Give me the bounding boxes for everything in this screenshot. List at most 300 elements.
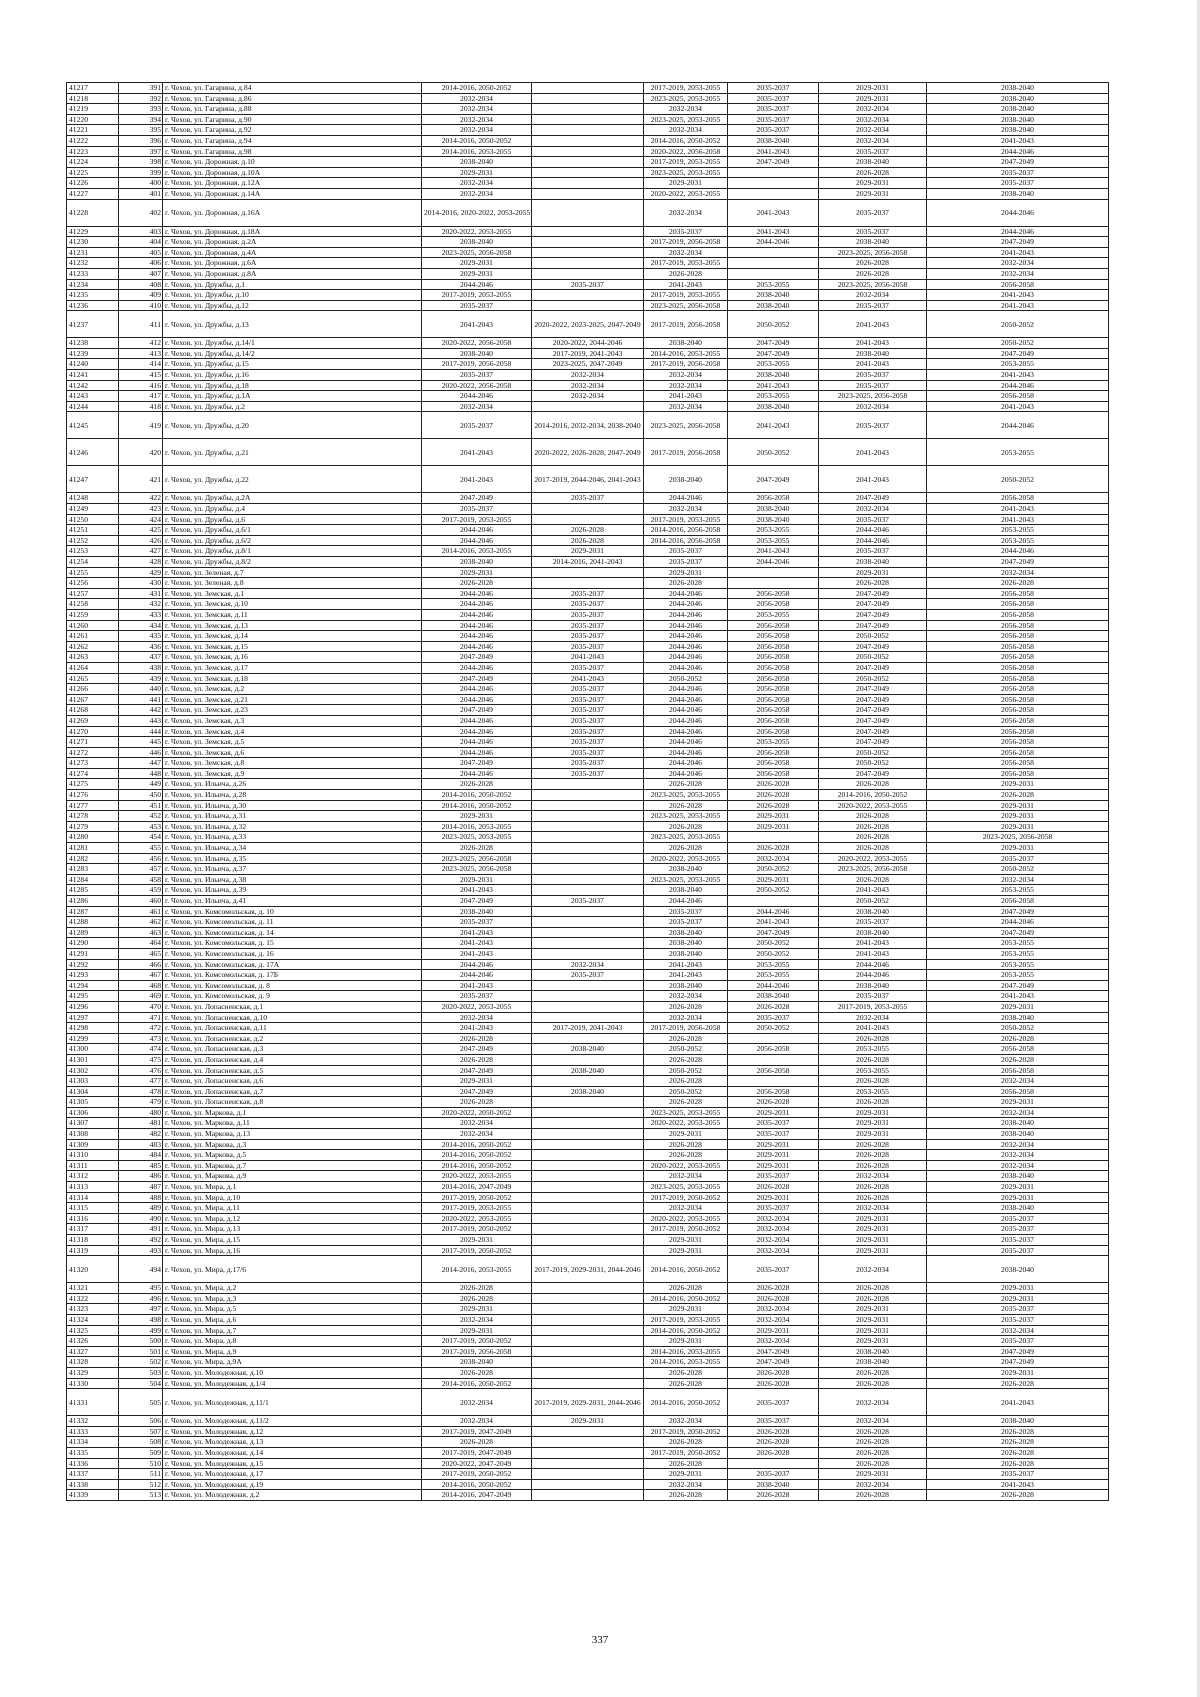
address-cell: г. Чехов, ул. Мира, д.16 [163, 1245, 422, 1256]
address-cell: г. Чехов, ул. Дружбы, д.2 [163, 401, 422, 412]
row-id-cell: 41264 [67, 662, 119, 673]
row-id-cell: 41319 [67, 1245, 119, 1256]
address-cell: г. Чехов, ул. Дружбы, д.14/1 [163, 338, 422, 349]
period-6-cell: 2044-2046 [927, 917, 1109, 928]
row-id-cell: 41271 [67, 737, 119, 748]
item-number-cell: 497 [119, 1304, 163, 1315]
item-number-cell: 484 [119, 1150, 163, 1161]
address-cell: г. Чехов, ул. Маркова, д.3 [163, 1139, 422, 1150]
row-id-cell: 41307 [67, 1118, 119, 1129]
schedule-table [66, 82, 1109, 1501]
period-6-cell: 2032-2034 [927, 567, 1109, 578]
row-id-cell: 41262 [67, 641, 119, 652]
address-cell: г. Чехов, ул. Дорожная, д.4А [163, 247, 422, 258]
row-id-cell: 41232 [67, 258, 119, 269]
period-3-cell: 2014-2016, 2056-2058 [644, 535, 728, 546]
table-row [67, 1479, 1109, 1490]
period-6-cell: 2032-2034 [927, 874, 1109, 885]
period-3-cell: 2026-2028 [644, 800, 728, 811]
table-row [67, 917, 1109, 928]
period-3-cell: 2032-2034 [644, 1416, 728, 1427]
period-4-cell: 2053-2055 [728, 959, 819, 970]
period-4-cell: 2026-2028 [728, 790, 819, 801]
item-number-cell: 420 [119, 439, 163, 466]
address-cell: г. Чехов, ул. Дружбы, д.10 [163, 290, 422, 301]
row-id-cell: 41278 [67, 811, 119, 822]
period-6-cell: 2050-2052 [927, 466, 1109, 493]
table-row [67, 790, 1109, 801]
period-4-cell: 2035-2037 [728, 1171, 819, 1182]
period-6-cell: 2056-2058 [927, 1065, 1109, 1076]
table-row [67, 906, 1109, 917]
period-6-cell: 2056-2058 [927, 896, 1109, 907]
period-3-cell: 2026-2028 [644, 843, 728, 854]
item-number-cell: 482 [119, 1129, 163, 1140]
period-4-cell: 2032-2034 [728, 1245, 819, 1256]
period-3-cell: 2041-2043 [644, 391, 728, 402]
table-row [67, 1437, 1109, 1448]
item-number-cell: 411 [119, 311, 163, 338]
period-3-cell: 2029-2031 [644, 1469, 728, 1480]
period-6-cell: 2041-2043 [927, 290, 1109, 301]
item-number-cell: 513 [119, 1490, 163, 1501]
period-1-cell: 2044-2046 [422, 747, 532, 758]
row-id-cell: 41337 [67, 1469, 119, 1480]
period-1-cell: 2035-2037 [422, 300, 532, 311]
table-row [67, 493, 1109, 504]
period-2-cell: 2035-2037 [532, 588, 644, 599]
period-2-cell [532, 1171, 644, 1182]
period-4-cell: 2056-2058 [728, 641, 819, 652]
address-cell: г. Чехов, ул. Дорожная, д.16А [163, 199, 422, 226]
period-4-cell [728, 1076, 819, 1087]
period-5-cell: 2044-2046 [819, 535, 927, 546]
period-5-cell: 2047-2049 [819, 620, 927, 631]
page-number: 337 [591, 1634, 609, 1646]
period-2-cell [532, 1293, 644, 1304]
item-number-cell: 397 [119, 146, 163, 157]
period-4-cell: 2029-2031 [728, 1160, 819, 1171]
period-1-cell: 2035-2037 [422, 370, 532, 381]
item-number-cell: 460 [119, 896, 163, 907]
period-3-cell: 2044-2046 [644, 747, 728, 758]
row-id-cell: 41314 [67, 1192, 119, 1203]
period-6-cell: 2056-2058 [927, 758, 1109, 769]
period-6-cell: 2056-2058 [927, 694, 1109, 705]
period-3-cell: 2020-2022, 2053-2055 [644, 853, 728, 864]
period-1-cell: 2026-2028 [422, 1033, 532, 1044]
period-2-cell [532, 1346, 644, 1357]
period-3-cell: 2050-2052 [644, 1086, 728, 1097]
address-cell: г. Чехов, ул. Дорожная, д.8А [163, 268, 422, 279]
period-3-cell: 2041-2043 [644, 959, 728, 970]
item-number-cell: 494 [119, 1256, 163, 1283]
period-5-cell: 2026-2028 [819, 1076, 927, 1087]
item-number-cell: 429 [119, 567, 163, 578]
period-1-cell: 2038-2040 [422, 906, 532, 917]
period-3-cell: 2044-2046 [644, 896, 728, 907]
period-6-cell: 2056-2058 [927, 1086, 1109, 1097]
item-number-cell: 467 [119, 970, 163, 981]
table-row [67, 135, 1109, 146]
period-5-cell: 2026-2028 [819, 1426, 927, 1437]
address-cell: г. Чехов, ул. Маркова, д.9 [163, 1171, 422, 1182]
period-5-cell: 2029-2031 [819, 83, 927, 94]
period-6-cell: 2035-2037 [927, 1213, 1109, 1224]
address-cell: г. Чехов, ул. Дружбы, д.2А [163, 493, 422, 504]
period-6-cell: 2044-2046 [927, 412, 1109, 439]
period-1-cell: 2032-2034 [422, 1129, 532, 1140]
period-3-cell: 2017-2019, 2056-2058 [644, 237, 728, 248]
table-row [67, 694, 1109, 705]
table-row [67, 146, 1109, 157]
row-id-cell: 41334 [67, 1437, 119, 1448]
period-6-cell: 2035-2037 [927, 1336, 1109, 1347]
row-id-cell: 41253 [67, 546, 119, 557]
row-id-cell: 41317 [67, 1224, 119, 1235]
row-id-cell: 41236 [67, 300, 119, 311]
address-cell: г. Чехов, ул. Земская, д.1 [163, 588, 422, 599]
period-6-cell: 2056-2058 [927, 391, 1109, 402]
period-3-cell: 2017-2019, 2056-2058 [644, 439, 728, 466]
period-1-cell: 2014-2016, 2050-2052 [422, 1160, 532, 1171]
period-2-cell [532, 247, 644, 258]
period-5-cell: 2047-2049 [819, 768, 927, 779]
address-cell: г. Чехов, ул. Маркова, д.11 [163, 1118, 422, 1129]
period-2-cell: 2035-2037 [532, 631, 644, 642]
item-number-cell: 472 [119, 1023, 163, 1034]
period-1-cell: 2044-2046 [422, 609, 532, 620]
period-6-cell: 2047-2049 [927, 1357, 1109, 1368]
period-2-cell [532, 948, 644, 959]
period-3-cell: 2026-2028 [644, 1458, 728, 1469]
item-number-cell: 486 [119, 1171, 163, 1182]
period-4-cell: 2050-2052 [728, 864, 819, 875]
period-4-cell: 2035-2037 [728, 93, 819, 104]
period-5-cell: 2029-2031 [819, 93, 927, 104]
period-5-cell: 2026-2028 [819, 1139, 927, 1150]
item-number-cell: 406 [119, 258, 163, 269]
item-number-cell: 409 [119, 290, 163, 301]
item-number-cell: 440 [119, 684, 163, 695]
period-5-cell: 2026-2028 [819, 1054, 927, 1065]
period-3-cell: 2044-2046 [644, 758, 728, 769]
row-id-cell: 41218 [67, 93, 119, 104]
table-row [67, 1389, 1109, 1416]
period-4-cell [728, 567, 819, 578]
row-id-cell: 41240 [67, 359, 119, 370]
period-2-cell [532, 1107, 644, 1118]
item-number-cell: 501 [119, 1346, 163, 1357]
row-id-cell: 41291 [67, 948, 119, 959]
period-6-cell: 2023-2025, 2056-2058 [927, 832, 1109, 843]
period-6-cell: 2032-2034 [927, 1076, 1109, 1087]
address-cell: г. Чехов, ул. Мира, д.9 [163, 1346, 422, 1357]
period-2-cell [532, 1245, 644, 1256]
period-1-cell: 2044-2046 [422, 599, 532, 610]
period-2-cell [532, 1129, 644, 1140]
item-number-cell: 439 [119, 673, 163, 684]
period-4-cell [728, 167, 819, 178]
period-3-cell: 2023-2025, 2053-2055 [644, 832, 728, 843]
address-cell: г. Чехов, ул. Земская, д.10 [163, 599, 422, 610]
period-6-cell: 2047-2049 [927, 1346, 1109, 1357]
period-3-cell: 2023-2025, 2053-2055 [644, 93, 728, 104]
period-5-cell: 2029-2031 [819, 178, 927, 189]
address-cell: г. Чехов, ул. Мира, д.7 [163, 1325, 422, 1336]
period-2-cell [532, 199, 644, 226]
period-6-cell: 2041-2043 [927, 514, 1109, 525]
period-6-cell: 2032-2034 [927, 268, 1109, 279]
period-4-cell: 2035-2037 [728, 1256, 819, 1283]
row-id-cell: 41332 [67, 1416, 119, 1427]
period-6-cell: 2056-2058 [927, 715, 1109, 726]
period-3-cell: 2023-2025, 2053-2055 [644, 790, 728, 801]
period-6-cell: 2035-2037 [927, 167, 1109, 178]
period-5-cell: 2038-2040 [819, 1357, 927, 1368]
period-3-cell: 2029-2031 [644, 1129, 728, 1140]
period-3-cell: 2032-2034 [644, 199, 728, 226]
address-cell: г. Чехов, ул. Дружбы, д.16 [163, 370, 422, 381]
item-number-cell: 403 [119, 226, 163, 237]
table-row [67, 504, 1109, 515]
address-cell: г. Чехов, ул. Земская, д.15 [163, 641, 422, 652]
period-6-cell: 2026-2028 [927, 1458, 1109, 1469]
period-6-cell: 2044-2046 [927, 199, 1109, 226]
address-cell: г. Чехов, ул. Молодежная, д.1/4 [163, 1378, 422, 1389]
period-3-cell: 2023-2025, 2053-2055 [644, 114, 728, 125]
period-5-cell: 2029-2031 [819, 1213, 927, 1224]
item-number-cell: 408 [119, 279, 163, 290]
period-6-cell: 2050-2052 [927, 338, 1109, 349]
period-2-cell: 2041-2043 [532, 673, 644, 684]
period-2-cell [532, 157, 644, 168]
item-number-cell: 415 [119, 370, 163, 381]
table-row [67, 758, 1109, 769]
item-number-cell: 454 [119, 832, 163, 843]
period-4-cell: 2026-2028 [728, 843, 819, 854]
period-1-cell: 2047-2049 [422, 1044, 532, 1055]
period-1-cell: 2026-2028 [422, 1097, 532, 1108]
item-number-cell: 505 [119, 1389, 163, 1416]
row-id-cell: 41260 [67, 620, 119, 631]
period-4-cell: 2047-2049 [728, 348, 819, 359]
period-5-cell: 2026-2028 [819, 167, 927, 178]
address-cell: г. Чехов, ул. Дружбы, д.8/2 [163, 557, 422, 568]
address-cell: г. Чехов, ул. Земская, д.17 [163, 662, 422, 673]
period-4-cell [728, 268, 819, 279]
period-1-cell: 2041-2043 [422, 311, 532, 338]
period-2-cell [532, 906, 644, 917]
period-3-cell: 2020-2022, 2053-2055 [644, 188, 728, 199]
item-number-cell: 398 [119, 157, 163, 168]
period-2-cell [532, 146, 644, 157]
period-1-cell: 2014-2016, 2020-2022, 2053-2055 [422, 199, 532, 226]
period-6-cell: 2026-2028 [927, 1490, 1109, 1501]
period-3-cell: 2044-2046 [644, 705, 728, 716]
period-2-cell [532, 800, 644, 811]
period-4-cell: 2026-2028 [728, 800, 819, 811]
period-5-cell: 2038-2040 [819, 557, 927, 568]
period-5-cell: 2035-2037 [819, 514, 927, 525]
item-number-cell: 407 [119, 268, 163, 279]
row-id-cell: 41313 [67, 1182, 119, 1193]
item-number-cell: 470 [119, 1001, 163, 1012]
period-1-cell: 2038-2040 [422, 157, 532, 168]
period-4-cell: 2056-2058 [728, 705, 819, 716]
period-5-cell: 2050-2052 [819, 747, 927, 758]
period-1-cell: 2017-2019, 2047-2049 [422, 1447, 532, 1458]
period-1-cell: 2038-2040 [422, 557, 532, 568]
period-5-cell: 2032-2034 [819, 104, 927, 115]
table-row [67, 853, 1109, 864]
row-id-cell: 41312 [67, 1171, 119, 1182]
period-5-cell: 2029-2031 [819, 1314, 927, 1325]
period-1-cell: 2020-2022, 2053-2055 [422, 1001, 532, 1012]
row-id-cell: 41224 [67, 157, 119, 168]
period-6-cell: 2056-2058 [927, 609, 1109, 620]
period-4-cell: 2041-2043 [728, 546, 819, 557]
period-6-cell: 2056-2058 [927, 641, 1109, 652]
period-5-cell: 2041-2043 [819, 439, 927, 466]
table-row [67, 1490, 1109, 1501]
address-cell: г. Чехов, ул. Молодежная, д.13 [163, 1437, 422, 1448]
period-5-cell: 2038-2040 [819, 1346, 927, 1357]
period-1-cell: 2041-2043 [422, 439, 532, 466]
period-1-cell: 2032-2034 [422, 114, 532, 125]
period-1-cell: 2044-2046 [422, 535, 532, 546]
period-2-cell: 2038-2040 [532, 1065, 644, 1076]
address-cell: г. Чехов, ул. Дружбы, д.6 [163, 514, 422, 525]
period-6-cell: 2029-2031 [927, 779, 1109, 790]
period-5-cell: 2026-2028 [819, 1160, 927, 1171]
address-cell: г. Чехов, ул. Молодежная, д.14 [163, 1447, 422, 1458]
address-cell: г. Чехов, ул. Мира, д.9А [163, 1357, 422, 1368]
period-2-cell: 2017-2019, 2041-2043 [532, 348, 644, 359]
table-row [67, 1171, 1109, 1182]
table-row [67, 226, 1109, 237]
item-number-cell: 504 [119, 1378, 163, 1389]
period-6-cell: 2056-2058 [927, 673, 1109, 684]
item-number-cell: 456 [119, 853, 163, 864]
period-3-cell: 2017-2019, 2050-2052 [644, 1224, 728, 1235]
row-id-cell: 41246 [67, 439, 119, 466]
period-6-cell: 2038-2040 [927, 104, 1109, 115]
period-4-cell: 2029-2031 [728, 1150, 819, 1161]
address-cell: г. Чехов, ул. Земская, д.14 [163, 631, 422, 642]
address-cell: г. Чехов, ул. Молодежная, д.12 [163, 1426, 422, 1437]
address-cell: г. Чехов, ул. Маркова, д.5 [163, 1150, 422, 1161]
period-2-cell: 2035-2037 [532, 620, 644, 631]
period-5-cell: 2035-2037 [819, 146, 927, 157]
table-row [67, 705, 1109, 716]
period-4-cell: 2032-2034 [728, 1213, 819, 1224]
address-cell: г. Чехов, ул. Комсомольская, д. 16 [163, 948, 422, 959]
table-row [67, 832, 1109, 843]
row-id-cell: 41255 [67, 567, 119, 578]
table-row [67, 557, 1109, 568]
period-5-cell: 2038-2040 [819, 906, 927, 917]
address-cell: г. Чехов, ул. Земская, д.6 [163, 747, 422, 758]
period-1-cell: 2038-2040 [422, 348, 532, 359]
period-2-cell: 2035-2037 [532, 705, 644, 716]
period-5-cell: 2026-2028 [819, 874, 927, 885]
period-4-cell: 2053-2055 [728, 737, 819, 748]
period-2-cell [532, 1160, 644, 1171]
period-2-cell: 2035-2037 [532, 970, 644, 981]
period-2-cell [532, 1235, 644, 1246]
period-6-cell: 2038-2040 [927, 1129, 1109, 1140]
item-number-cell: 392 [119, 93, 163, 104]
period-4-cell: 2035-2037 [728, 1416, 819, 1427]
period-3-cell: 2014-2016, 2050-2052 [644, 1256, 728, 1283]
table-row [67, 726, 1109, 737]
period-2-cell [532, 93, 644, 104]
item-number-cell: 428 [119, 557, 163, 568]
period-6-cell: 2053-2055 [927, 885, 1109, 896]
row-id-cell: 41235 [67, 290, 119, 301]
row-id-cell: 41293 [67, 970, 119, 981]
period-6-cell: 2029-2031 [927, 1182, 1109, 1193]
table-row [67, 1325, 1109, 1336]
row-id-cell: 41285 [67, 885, 119, 896]
row-id-cell: 41328 [67, 1357, 119, 1368]
period-4-cell: 2026-2028 [728, 1447, 819, 1458]
period-3-cell: 2041-2043 [644, 970, 728, 981]
table-row [67, 652, 1109, 663]
period-1-cell: 2047-2049 [422, 493, 532, 504]
item-number-cell: 418 [119, 401, 163, 412]
period-4-cell: 2032-2034 [728, 1235, 819, 1246]
period-2-cell [532, 83, 644, 94]
period-3-cell: 2017-2019, 2053-2055 [644, 83, 728, 94]
period-5-cell: 2038-2040 [819, 927, 927, 938]
row-id-cell: 41247 [67, 466, 119, 493]
period-5-cell: 2038-2040 [819, 237, 927, 248]
item-number-cell: 466 [119, 959, 163, 970]
address-cell: г. Чехов, ул. Дружбы, д.1 [163, 279, 422, 290]
table-row [67, 588, 1109, 599]
period-5-cell: 2026-2028 [819, 578, 927, 589]
row-id-cell: 41280 [67, 832, 119, 843]
table-row [67, 1139, 1109, 1150]
period-4-cell: 2029-2031 [728, 1325, 819, 1336]
table-row [67, 1426, 1109, 1437]
period-4-cell: 2044-2046 [728, 906, 819, 917]
period-6-cell: 2032-2034 [927, 1107, 1109, 1118]
table-row [67, 948, 1109, 959]
period-3-cell: 2044-2046 [644, 662, 728, 673]
table-row [67, 167, 1109, 178]
period-3-cell: 2014-2016, 2053-2055 [644, 348, 728, 359]
item-number-cell: 445 [119, 737, 163, 748]
period-3-cell: 2014-2016, 2050-2052 [644, 1293, 728, 1304]
period-3-cell: 2029-2031 [644, 1336, 728, 1347]
period-1-cell: 2044-2046 [422, 279, 532, 290]
address-cell: г. Чехов, ул. Дружбы, д.12 [163, 300, 422, 311]
period-4-cell: 2035-2037 [728, 1469, 819, 1480]
period-1-cell: 2047-2049 [422, 1086, 532, 1097]
period-1-cell: 2017-2019, 2050-2052 [422, 1336, 532, 1347]
period-1-cell: 2041-2043 [422, 1023, 532, 1034]
period-2-cell [532, 832, 644, 843]
item-number-cell: 427 [119, 546, 163, 557]
period-1-cell: 2029-2031 [422, 811, 532, 822]
item-number-cell: 438 [119, 662, 163, 673]
period-1-cell: 2044-2046 [422, 694, 532, 705]
row-id-cell: 41321 [67, 1283, 119, 1294]
period-4-cell: 2050-2052 [728, 311, 819, 338]
